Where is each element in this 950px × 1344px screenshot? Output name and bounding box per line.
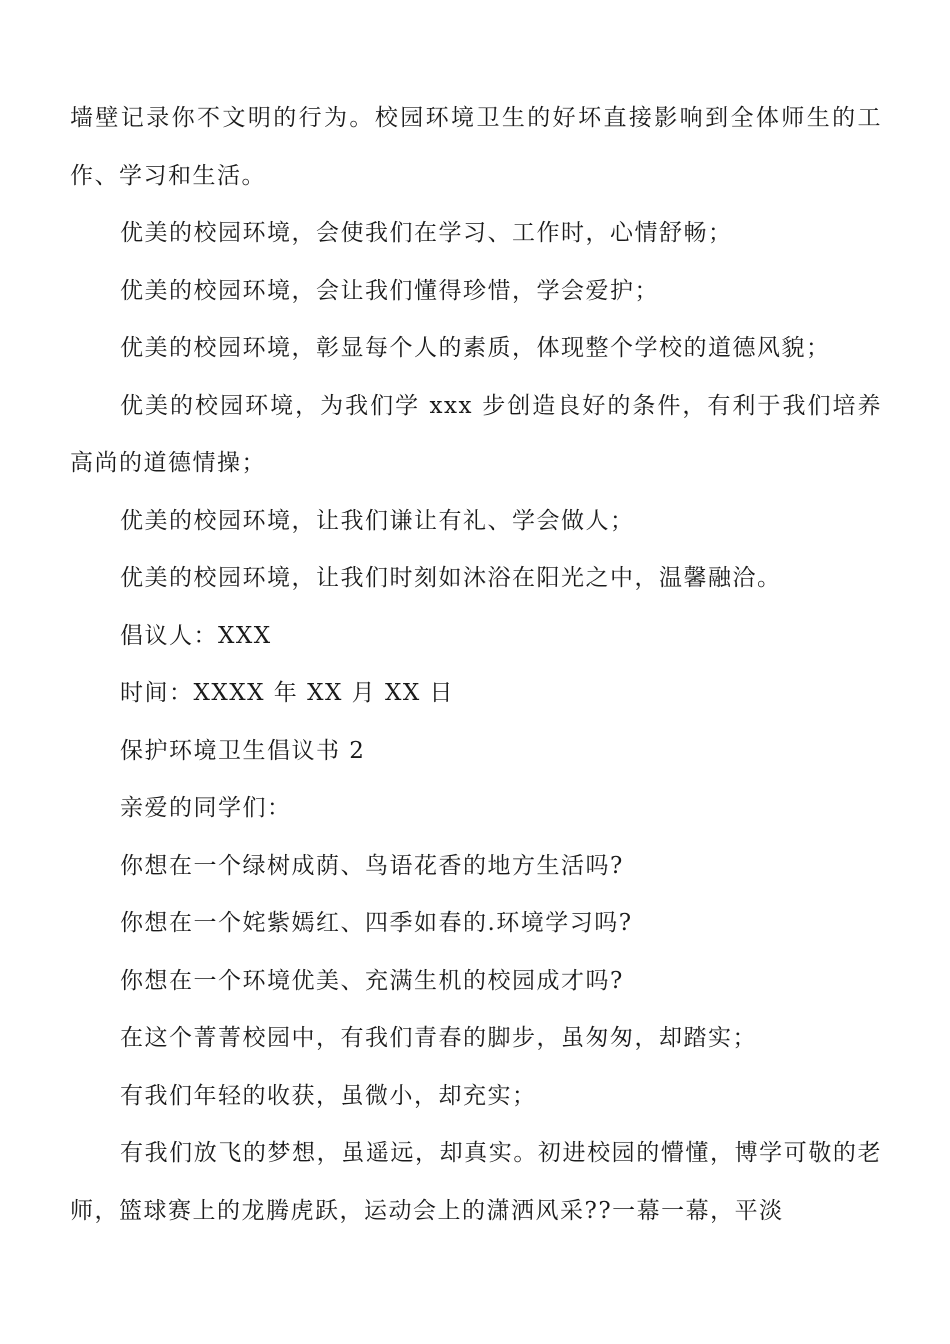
section-title: 保护环境卫生倡议书 2: [120, 737, 366, 764]
question-colorful-spring: 你想在一个姹紫嫣红、四季如春的.环境学习吗?: [120, 910, 633, 936]
paragraph-young-harvest: 有我们年轻的收获，虽微小，却充实；: [120, 1082, 537, 1109]
document-page: [70, 90, 882, 1240]
paragraph-environment-mood: 优美的校园环境，会使我们在学习、工作时，心情舒畅；: [120, 220, 733, 246]
date-line: 时间：XXXX 年 XX 月 XX 日: [120, 680, 455, 706]
paragraph-environment-cherish: 优美的校园环境，会让我们懂得珍惜，学会爱护；: [120, 277, 659, 304]
salutation: 亲爱的同学们：: [120, 795, 292, 821]
paragraph-youth-steps: 在这个菁菁校园中，有我们青春的脚步，虽匆匆，却踏实；: [120, 1025, 757, 1051]
paragraph-dreams: 有我们放飞的梦想，虽遥远，却真实。初进校园的懵懂，博学可敬的老师，篮球赛上的龙腾虎跃，运动会上的潇洒风采??一幕一幕，平淡: [70, 1140, 882, 1224]
paragraph-continued: 墙壁记录你不文明的行为。校园环境卫生的好坏直接影响到全体师生的工作、学习和生活。: [70, 105, 882, 189]
question-vibrant-campus: 你想在一个环境优美、充满生机的校园成才吗?: [120, 967, 624, 994]
paragraph-environment-quality: 优美的校园环境，彰显每个人的素质，体现整个学校的道德风貌；: [120, 335, 831, 361]
question-green-trees: 你想在一个绿树成荫、鸟语花香的地方生活吗?: [120, 852, 624, 879]
paragraph-environment-courtesy: 优美的校园环境，让我们谦让有礼、学会做人；: [120, 507, 635, 534]
paragraph-environment-conditions: 优美的校园环境，为我们学 xxx 步创造良好的条件，有利于我们培养高尚的道德情操；: [70, 392, 882, 476]
paragraph-environment-sunshine: 优美的校园环境，让我们时刻如沐浴在阳光之中，温馨融洽。: [120, 565, 782, 591]
signer-line: 倡议人：XXX: [120, 622, 272, 649]
